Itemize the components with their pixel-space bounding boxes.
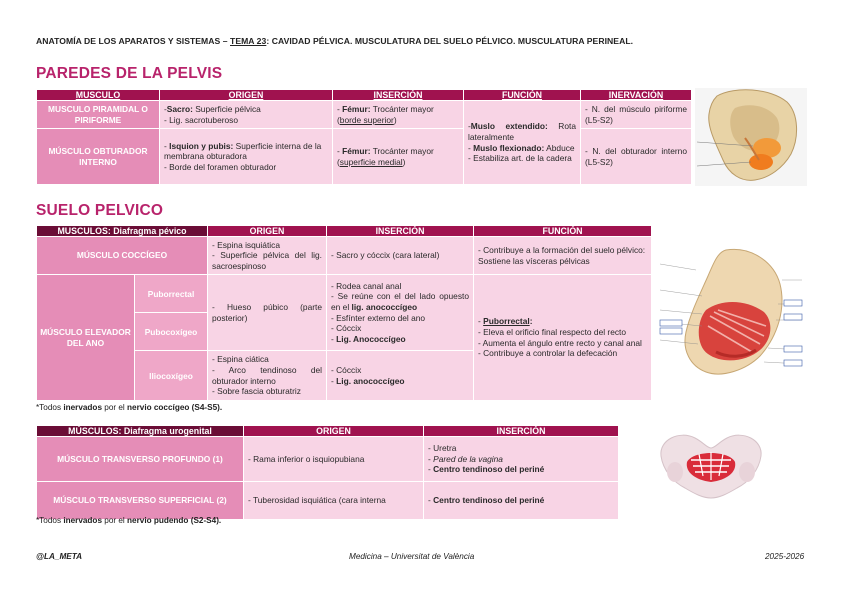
- insertion-cell: - Fémur: Trocánter mayor (superficie medial): [333, 129, 464, 185]
- table-row: [37, 129, 692, 185]
- table-paredes-pelvis: [36, 89, 692, 185]
- footer-author: @LA_META: [36, 552, 83, 561]
- insertion-cell: - Cóccix - Lig. anococcígeo: [327, 351, 474, 401]
- muscle-name: MÚSCULO ELEVADOR DEL ANO: [37, 275, 135, 401]
- insertion-cell: - Centro tendinoso del periné: [424, 482, 619, 520]
- col-header-origen: ORIGEN: [208, 226, 327, 237]
- document-header: [36, 36, 633, 46]
- innervation-cell: - N. del músculo piriforme (L5-S2): [581, 101, 692, 129]
- insertion-cell: - Uretra - Pared de la vagina - Centro tendinoso del periné: [424, 437, 619, 482]
- origin-cell: - Isquion y pubis: Superficie interna de la membrana obturadora - Borde del foramen obturador: [160, 129, 333, 185]
- table-row: [37, 101, 692, 129]
- table-diafragma-urogenital: [36, 425, 619, 520]
- col-header-musculos-urogenital: MÚSCULOS: Diafragma urogenital: [37, 426, 244, 437]
- origin-cell: - Hueso púbico (parte posterior): [208, 275, 327, 351]
- function-cell: - Puborrectal: - Eleva el orificio final respecto del recto - Aumenta el ángulo entre recto y canal anal - Contribuye a controlar la defecación: [474, 275, 652, 401]
- note-coccigeo: *Todos inervados por el nervio coccígeo (S4-S5).: [36, 403, 223, 412]
- note-pudendo: *Todos inervados por el nervio pudendo (S2-S4).: [36, 516, 222, 525]
- col-header-inervacion: INERVACIÓN: [581, 90, 692, 101]
- insertion-cell: - Rodea canal anal - Se reúne con el del lado opuesto en el lig. anococcígeo - Esfínter externo del ano - Cóccix - Lig. Anococcígeo: [327, 275, 474, 351]
- col-header-musculos-diafragma: MUSCULOS: Diafragma pévico: [37, 226, 208, 237]
- table-row: [37, 237, 652, 275]
- origin-cell: - Rama inferior o isquiopubiana: [244, 437, 424, 482]
- header-prefix: ANATOMÍA DE LOS APARATOS Y SISTEMAS –: [36, 36, 231, 46]
- pelvis-bone-illustration: [695, 88, 807, 186]
- muscle-name: MUSCULO PIRAMIDAL O PIRIFORME: [37, 101, 160, 129]
- origin-cell: - Tuberosidad isquiática (cara interna: [244, 482, 424, 520]
- header-rest: : CAVIDAD PÉLVICA. MUSCULATURA DEL SUELO PÉLVICO. MUSCULATURA PERINEAL.: [266, 36, 634, 46]
- muscle-part-puborrectal: Puborrectal: [135, 275, 208, 313]
- origin-cell: - Espina ciática - Arco tendinoso del obturador interno - Sobre fascia obturatriz: [208, 351, 327, 401]
- function-cell: - Contribuye a la formación del suelo pélvico: Sostiene las vísceras pélvicas: [474, 237, 652, 275]
- table-row: [37, 437, 619, 482]
- col-header-insercion: INSERCIÓN: [333, 90, 464, 101]
- insertion-cell: - Fémur: Trocánter mayor (borde superior): [333, 101, 464, 129]
- col-header-musculo: MUSCULO: [37, 90, 160, 101]
- footer-institution: Medicina – Universitat de València: [349, 552, 475, 561]
- section-title-suelo: SUELO PELVICO: [36, 202, 164, 219]
- muscle-name: MÚSCULO OBTURADOR INTERNO: [37, 129, 160, 185]
- muscle-name: MÚSCULO COCCÍGEO: [37, 237, 208, 275]
- insertion-cell: - Sacro y cóccix (cara lateral): [327, 237, 474, 275]
- pelvic-floor-illustration: [656, 240, 806, 388]
- col-header-origen: ORIGEN: [160, 90, 333, 101]
- muscle-part-pubocoxigeo: Pubocoxígeo: [135, 313, 208, 351]
- origin-cell: - Espina isquiática - Superficie pélvica del lig. sacroespinoso: [208, 237, 327, 275]
- muscle-name: MÚSCULO TRANSVERSO SUPERFICIAL (2): [37, 482, 244, 520]
- perineal-illustration: [651, 426, 771, 502]
- innervation-cell: - N. del obturador interno (L5-S2): [581, 129, 692, 185]
- origin-cell: -Sacro: Superficie pélvica - Lig. sacrotuberoso: [160, 101, 333, 129]
- table-row: [37, 275, 652, 313]
- muscle-part-iliocoxigeo: Iliocoxígeo: [135, 351, 208, 401]
- footer-year: 2025-2026: [765, 552, 805, 561]
- table-suelo-pelvico: [36, 225, 652, 401]
- function-cell: -Muslo extendido: Rota lateralmente - Muslo flexionado: Abduce - Estabiliza art. de la cadera: [464, 101, 581, 185]
- col-header-origen: ORIGEN: [244, 426, 424, 437]
- header-topic: TEMA 23: [230, 36, 267, 46]
- section-title-paredes: PAREDES DE LA PELVIS: [36, 65, 223, 82]
- col-header-insercion: INSERCIÓN: [424, 426, 619, 437]
- col-header-funcion: FUNCIÓN: [464, 90, 581, 101]
- col-header-funcion: FUNCIÓN: [474, 226, 652, 237]
- table-row: [37, 482, 619, 520]
- muscle-name: MÚSCULO TRANSVERSO PROFUNDO (1): [37, 437, 244, 482]
- col-header-insercion: INSERCIÓN: [327, 226, 474, 237]
